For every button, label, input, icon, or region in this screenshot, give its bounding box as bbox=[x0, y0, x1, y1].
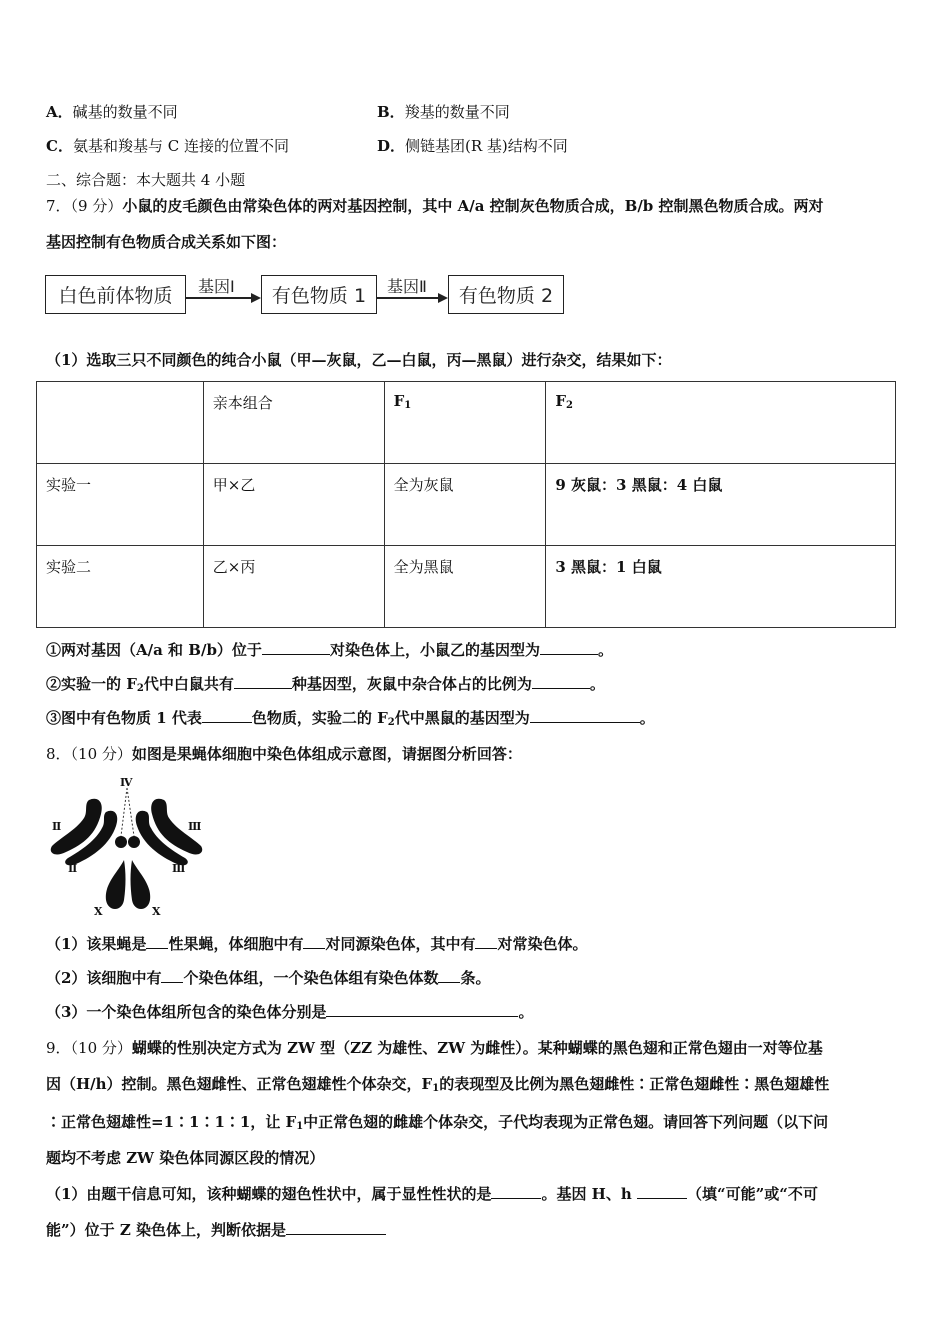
table-header-cell: 亲本组合 bbox=[203, 382, 384, 464]
flow-arrow2-line bbox=[377, 297, 439, 299]
table-cell: 实验二 bbox=[37, 546, 204, 628]
answer-blank[interactable] bbox=[540, 640, 598, 655]
q9-line1: 9．（10 分）蝴蝶的性别决定方式为 ZW 型（ZZ 为雄性、ZW 为雌性）。某种蝴蝶的黑色翅和正常色翅由一对等位基 bbox=[46, 1039, 823, 1057]
q8-score: （10 分） bbox=[70, 745, 132, 763]
option-c bbox=[46, 136, 289, 156]
option-b bbox=[377, 102, 510, 122]
q9-sub1-line2: 能”）位于 Z 染色体上，判断依据是 bbox=[46, 1220, 386, 1240]
table-header-cell: $F_2$ bbox=[546, 382, 896, 464]
table-cell: 全为黑鼠 bbox=[384, 546, 546, 628]
answer-blank[interactable] bbox=[262, 640, 330, 655]
flow-box-colored-2: 有色物质 2 bbox=[448, 275, 564, 314]
q7-item3: ③图中有色物质 1 代表 色物质，实验二的 $F_2$代中黑鼠的基因型为 。 bbox=[46, 709, 655, 728]
table-header-cell bbox=[37, 382, 204, 464]
table-cell: 全为灰鼠 bbox=[384, 464, 546, 546]
table-cell: 甲×乙 bbox=[203, 464, 384, 546]
option-d bbox=[377, 136, 568, 156]
arrow-right-icon bbox=[438, 293, 448, 303]
experiment-table bbox=[36, 381, 896, 628]
option-b-letter: B． bbox=[377, 103, 405, 121]
table-row bbox=[37, 546, 896, 628]
q9-line2: 因（H/h）控制。黑色翅雌性、正常色翅雄性个体杂交，$F_1$的表现型及比例为黑色翅雌性∶正常色翅雌性∶黑色翅雄性 bbox=[46, 1075, 830, 1094]
q7-stem-line2: 基因控制有色物质合成关系如下图： bbox=[46, 233, 287, 251]
section-title: 二、综合题：本大题共 4 小题 bbox=[46, 171, 246, 189]
flow-arrow2-label: 基因Ⅱ bbox=[387, 277, 427, 296]
option-c-text: 氨基和羧基与 C 连接的位置不同 bbox=[72, 137, 289, 155]
svg-text:X: X bbox=[152, 905, 161, 918]
table-cell: 9 灰鼠：3 黑鼠：4 白鼠 bbox=[546, 464, 896, 546]
q9-score: （10 分） bbox=[70, 1039, 132, 1057]
q9-sub1-line1: （1）由题干信息可知，该种蝴蝶的翅色性状中，属于显性性状的是 。基因 H、h （填“可能”或“不可 bbox=[46, 1185, 818, 1203]
answer-blank[interactable] bbox=[234, 674, 292, 689]
option-d-letter: D． bbox=[377, 137, 406, 155]
table-cell: 3 黑鼠：1 白鼠 bbox=[546, 546, 896, 628]
q8-sub2: （2）该细胞中有 个染色体组，一个染色体组有染色体数 条。 bbox=[46, 969, 491, 987]
answer-blank[interactable] bbox=[161, 968, 183, 983]
table-header-cell: $F_1$ bbox=[384, 382, 546, 464]
q7-sub1-intro: （1）选取三只不同颜色的纯合小鼠（甲—灰鼠，乙—白鼠，丙—黑鼠）进行杂交，结果如下： bbox=[46, 351, 672, 369]
q8-number: 8． bbox=[46, 745, 71, 763]
option-b-text: 羧基的数量不同 bbox=[404, 103, 510, 121]
q8-sub3: （3）一个染色体组所包含的染色体分别是 。 bbox=[46, 1003, 534, 1021]
answer-blank[interactable] bbox=[491, 1184, 541, 1199]
table-cell: 实验一 bbox=[37, 464, 204, 546]
answer-blank[interactable] bbox=[146, 934, 168, 949]
arrow-right-icon bbox=[251, 293, 261, 303]
option-a bbox=[46, 102, 178, 122]
svg-text:Ⅱ: Ⅱ bbox=[52, 820, 62, 833]
table-row bbox=[37, 464, 896, 546]
option-c-letter: C． bbox=[46, 137, 73, 155]
svg-text:Ⅲ: Ⅲ bbox=[172, 862, 186, 875]
table-header-row bbox=[37, 382, 896, 464]
flow-box-colored-1: 有色物质 1 bbox=[261, 275, 377, 314]
answer-blank[interactable] bbox=[286, 1220, 386, 1235]
label-iv: Ⅳ bbox=[120, 776, 133, 789]
answer-blank[interactable] bbox=[202, 708, 252, 723]
svg-text:X: X bbox=[94, 905, 103, 918]
flow-box-white-precursor: 白色前体物质 bbox=[45, 275, 186, 314]
q9-line3: ∶正常色翅雄性=1∶1∶1∶1，让 $F_1$中正常色翅的雌雄个体杂交，子代均表现为正常色翅。请回答下列问题（以下问 bbox=[46, 1113, 829, 1132]
q7-item2: ②实验一的 $F_2$代中白鼠共有 种基因型，灰鼠中杂合体占的比例为 。 bbox=[46, 675, 605, 694]
table-cell: 乙×丙 bbox=[203, 546, 384, 628]
answer-blank[interactable] bbox=[438, 968, 460, 983]
answer-blank[interactable] bbox=[637, 1184, 687, 1199]
q8-sub1: （1）该果蝇是 性果蝇，体细胞中有 对同源染色体，其中有 对常染色体。 bbox=[46, 935, 588, 953]
flow-arrow1-label: 基因Ⅰ bbox=[198, 277, 235, 296]
option-a-letter: A． bbox=[46, 103, 73, 121]
option-d-text: 侧链基团(R 基)结构不同 bbox=[405, 137, 568, 155]
svg-text:Ⅱ: Ⅱ bbox=[68, 862, 78, 875]
answer-blank[interactable] bbox=[326, 1002, 518, 1017]
q7-number: 7． bbox=[46, 197, 71, 215]
q8-stem: 8．（10 分）如图是果蝇体细胞中染色体组成示意图，请据图分析回答： bbox=[46, 745, 522, 763]
q9-line4: 题均不考虑 ZW 染色体同源区段的情况） bbox=[46, 1149, 325, 1167]
answer-blank[interactable] bbox=[475, 934, 497, 949]
svg-text:Ⅲ: Ⅲ bbox=[188, 820, 202, 833]
option-a-text: 碱基的数量不同 bbox=[72, 103, 178, 121]
q9-number: 9． bbox=[46, 1039, 71, 1057]
answer-blank[interactable] bbox=[532, 674, 590, 689]
drosophila-chromosome-figure bbox=[46, 772, 211, 920]
q7-score: （9 分） bbox=[70, 197, 123, 215]
answer-blank[interactable] bbox=[303, 934, 325, 949]
answer-blank[interactable] bbox=[530, 708, 640, 723]
q7-stem-line1: 7．（9 分）小鼠的皮毛颜色由常染色体的两对基因控制，其中 A/a 控制灰色物质合成，B/b 控制黑色物质合成。两对 bbox=[46, 197, 824, 215]
flow-arrow1-line bbox=[186, 297, 252, 299]
q7-item1: ①两对基因（A/a 和 B/b）位于 对染色体上，小鼠乙的基因型为 。 bbox=[46, 641, 613, 659]
